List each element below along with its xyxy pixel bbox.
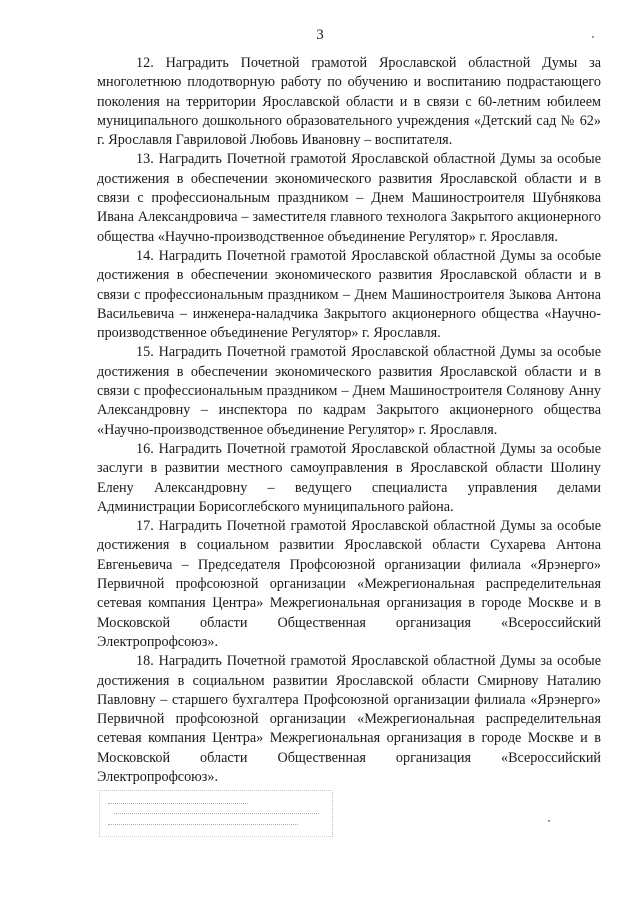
paragraph-item-16: 16. Наградить Почетной грамотой Ярославской областной Думы за особые заслуги в развитии местного самоуправления в Ярославской области Шолину Елену Александровну – ведущего специалиста управления делами Администрации Борисоглебского муниципального района. (97, 440, 601, 515)
stamp-line (114, 813, 319, 814)
page-number: 3 (316, 27, 324, 43)
scan-speck (548, 820, 550, 822)
paragraph-item-17: 17. Наградить Почетной грамотой Ярославской областной Думы за особые достижения в социальном развитии Ярославской области Сухарева Антона Евгеньевича – Председателя Профсоюзной организации филиала «Ярэнерго» Первичной профсоюзной организации «Межрегиональная распределительная сетевая компания Центра» Межрегиональная организация в городе Москве и в Московской области Общественная организация «Всероссийский Электропрофсоюз». (97, 518, 601, 650)
stamp-line (108, 803, 248, 804)
faded-stamp (99, 790, 333, 837)
paragraph-item-14: 14. Наградить Почетной грамотой Ярославской областной Думы за особые достижения в обеспечении экономического развития Ярославской области и в связи с профессиональным праздником – Днем Машиностроителя Зыкова Антона Васильевича – инженера-наладчика Закрытого акционерного общества «Научно-производственное объединение Регулятор» г. Ярославля. (97, 247, 601, 342)
paragraph-item-12: 12. Наградить Почетной грамотой Ярославской областной Думы за многолетнюю плодотворную работу по обучению и воспитанию подрастающего поколения на территории Ярославской области и в связи с 60-летним юбилеем муниципального дошкольного образовательного учреждения «Детский сад № 62» г. Ярославля Гавриловой Любовь Ивановну – воспитателя. (97, 55, 601, 149)
scan-speck (592, 36, 594, 38)
paragraph-item-13: 13. Наградить Почетной грамотой Ярославской областной Думы за особые достижения в обеспечении экономического развития Ярославской области и в связи с профессиональным праздником – Днем Машиностроителя Шубнякова Ивана Александровича – заместителя главного технолога Закрытого акционерного общества «Научно-производственное объединение Регулятор» г. Ярославля. (97, 151, 601, 245)
paragraph-item-15: 15. Наградить Почетной грамотой Ярославской областной Думы за особые достижения в обеспечении экономического развития Ярославской области и в связи с профессиональным праздником – Днем Машиностроителя Солянову Анну Александровну – инспектора по кадрам Закрытого акционерного общества «Научно-производственное объединение Регулятор» г. Ярославля. (97, 344, 601, 438)
stamp-line (108, 824, 298, 825)
document-body (97, 54, 601, 787)
paragraph-item-18: 18. Наградить Почетной грамотой Ярославской областной Думы за особые достижения в социальном развитии Ярославской области Смирнову Наталию Павловну – старшего бухгалтера Профсоюзной организации филиала «Ярэнерго» Первичной профсоюзной организации «Межрегиональная распределительная сетевая компания Центра» Межрегиональная организация в городе Москве и в Московской области Общественная организация «Всероссийский Электропрофсоюз». (97, 653, 601, 785)
